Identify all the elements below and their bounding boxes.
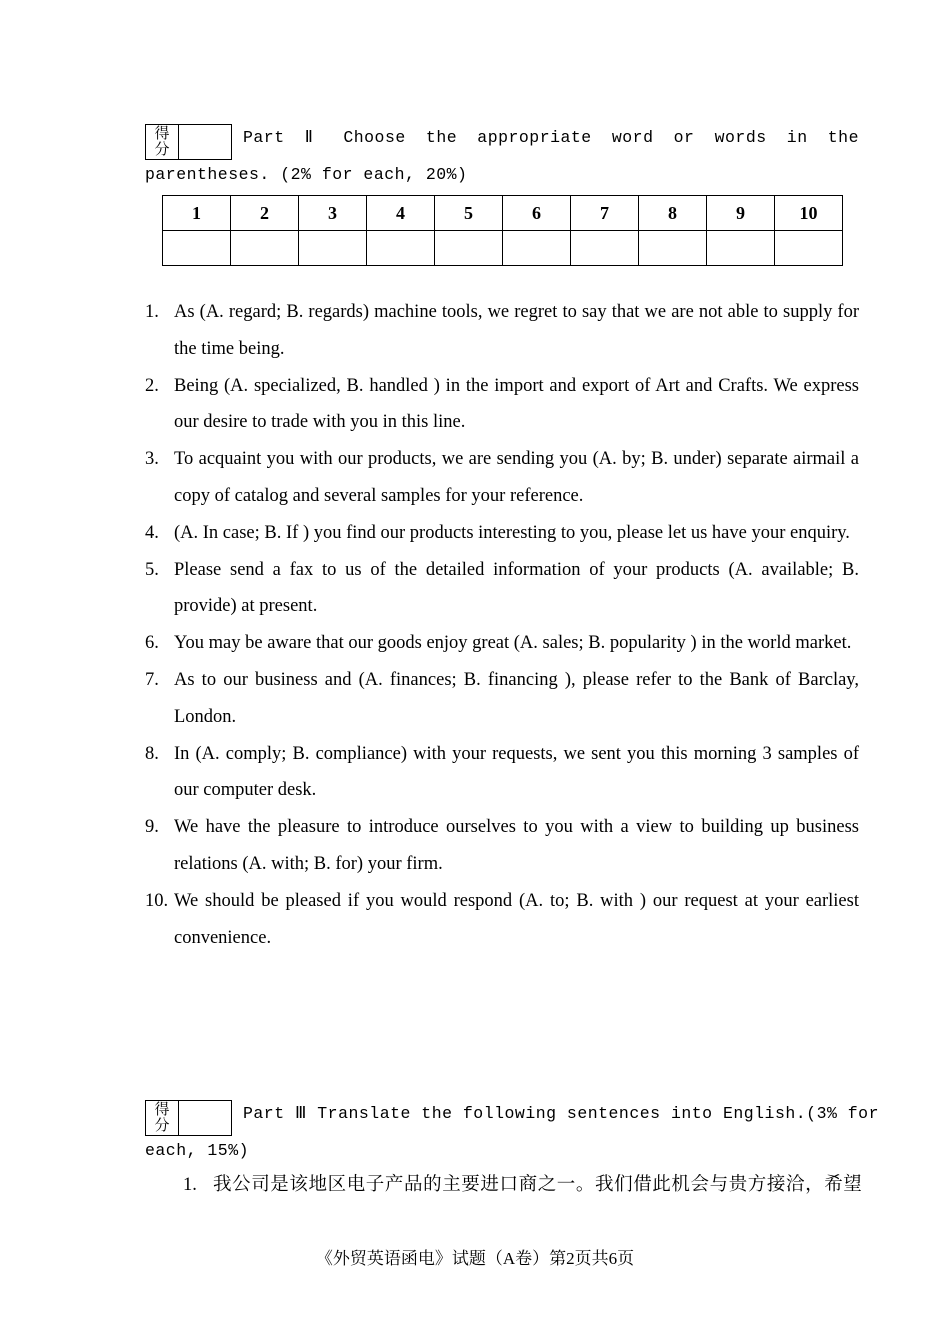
question-number: 1. <box>145 302 159 322</box>
question-number: 5. <box>145 559 159 580</box>
question-number: 10. <box>145 890 169 911</box>
page-footer: 《外贸英语函电》试题（A卷）第2页共6页 <box>315 1249 635 1268</box>
answer-blank-cell <box>775 231 843 266</box>
answer-header-cell: 6 <box>503 196 571 231</box>
question-item <box>145 662 859 736</box>
question-text: Please send a fax to us of the detailed information of your products (A. available; B. provide) at present. <box>174 559 859 617</box>
part3-heading-line1: Part Ⅲ Translate the following sentences into English.(3% for <box>243 1104 879 1123</box>
question-list <box>145 294 859 956</box>
question-item <box>145 294 859 368</box>
answer-table-blank-row <box>163 231 843 266</box>
question-text: Being (A. specialized, B. handled ) in the import and export of Art and Crafts. We express our desire to trade with you in this line. <box>174 375 859 433</box>
question-number: 8. <box>145 743 159 764</box>
part3-score-box <box>145 1100 232 1136</box>
part2-heading-line1: Part Ⅱ Choose the appropriate word or words in the <box>243 128 859 147</box>
question-text: You may be aware that our goods enjoy great (A. sales; B. popularity ) in the world market. <box>174 633 852 654</box>
question-text: As (A. regard; B. regards) machine tools, we regret to say that we are not able to supply for the time being. <box>174 302 859 359</box>
question-text: To acquaint you with our products, we are sending you (A. by; B. under) separate airmail a copy of catalog and several samples for your reference. <box>174 449 859 506</box>
answer-blank-cell <box>503 231 571 266</box>
question-item <box>145 441 859 515</box>
question-text: (A. In case; B. If ) you find our products interesting to you, please let us have your enquiry. <box>174 522 850 543</box>
answer-blank-cell <box>707 231 775 266</box>
answer-blank-cell <box>231 231 299 266</box>
answer-blank-cell <box>299 231 367 266</box>
answer-header-cell: 3 <box>299 196 367 231</box>
answer-table-header-row <box>163 196 843 231</box>
question-item <box>145 552 859 626</box>
question-number: 6. <box>145 633 159 654</box>
translation-question-number: 1. <box>183 1175 197 1195</box>
answer-blank-cell <box>571 231 639 266</box>
question-item <box>145 625 859 662</box>
answer-header-cell: 7 <box>571 196 639 231</box>
question-number: 3. <box>145 449 159 470</box>
score-label: 得 分 <box>146 125 179 159</box>
part2-score-box <box>145 124 232 160</box>
part3-heading-line2: each, 15%) <box>145 1141 250 1160</box>
score-blank <box>179 125 231 159</box>
question-text: As to our business and (A. finances; B. financing ), please refer to the Bank of Barclay, London. <box>174 669 859 727</box>
answer-header-cell: 5 <box>435 196 503 231</box>
answer-blank-cell <box>435 231 503 266</box>
answer-header-cell: 10 <box>775 196 843 231</box>
question-number: 9. <box>145 817 159 838</box>
question-text: We have the pleasure to introduce ourselves to you with a view to building up business relations (A. with; B. for) your firm. <box>174 817 859 874</box>
question-item <box>145 809 859 883</box>
answer-header-cell: 2 <box>231 196 299 231</box>
question-text: We should be pleased if you would respond (A. to; B. with ) our request at your earliest convenience. <box>174 890 859 948</box>
answer-table <box>162 195 843 266</box>
answer-header-cell: 9 <box>707 196 775 231</box>
question-item <box>145 883 859 957</box>
answer-header-cell: 4 <box>367 196 435 231</box>
score-label: 得 分 <box>146 1101 179 1135</box>
question-item <box>145 368 859 442</box>
answer-blank-cell <box>639 231 707 266</box>
question-item <box>145 515 859 552</box>
question-number: 4. <box>145 522 159 543</box>
translation-question-text: 我公司是该地区电子产品的主要进口商之一。我们借此机会与贵方接洽，希望 <box>213 1175 863 1195</box>
part2-heading-line2: parentheses. (2% for each, 20%) <box>145 165 468 184</box>
question-text: In (A. comply; B. compliance) with your requests, we sent you this morning 3 samples of our computer desk. <box>174 743 859 801</box>
question-number: 7. <box>145 669 159 690</box>
question-number: 2. <box>145 375 159 396</box>
question-item <box>145 736 859 810</box>
answer-header-cell: 8 <box>639 196 707 231</box>
answer-header-cell: 1 <box>163 196 231 231</box>
answer-blank-cell <box>367 231 435 266</box>
answer-blank-cell <box>163 231 231 266</box>
score-blank <box>179 1101 231 1135</box>
